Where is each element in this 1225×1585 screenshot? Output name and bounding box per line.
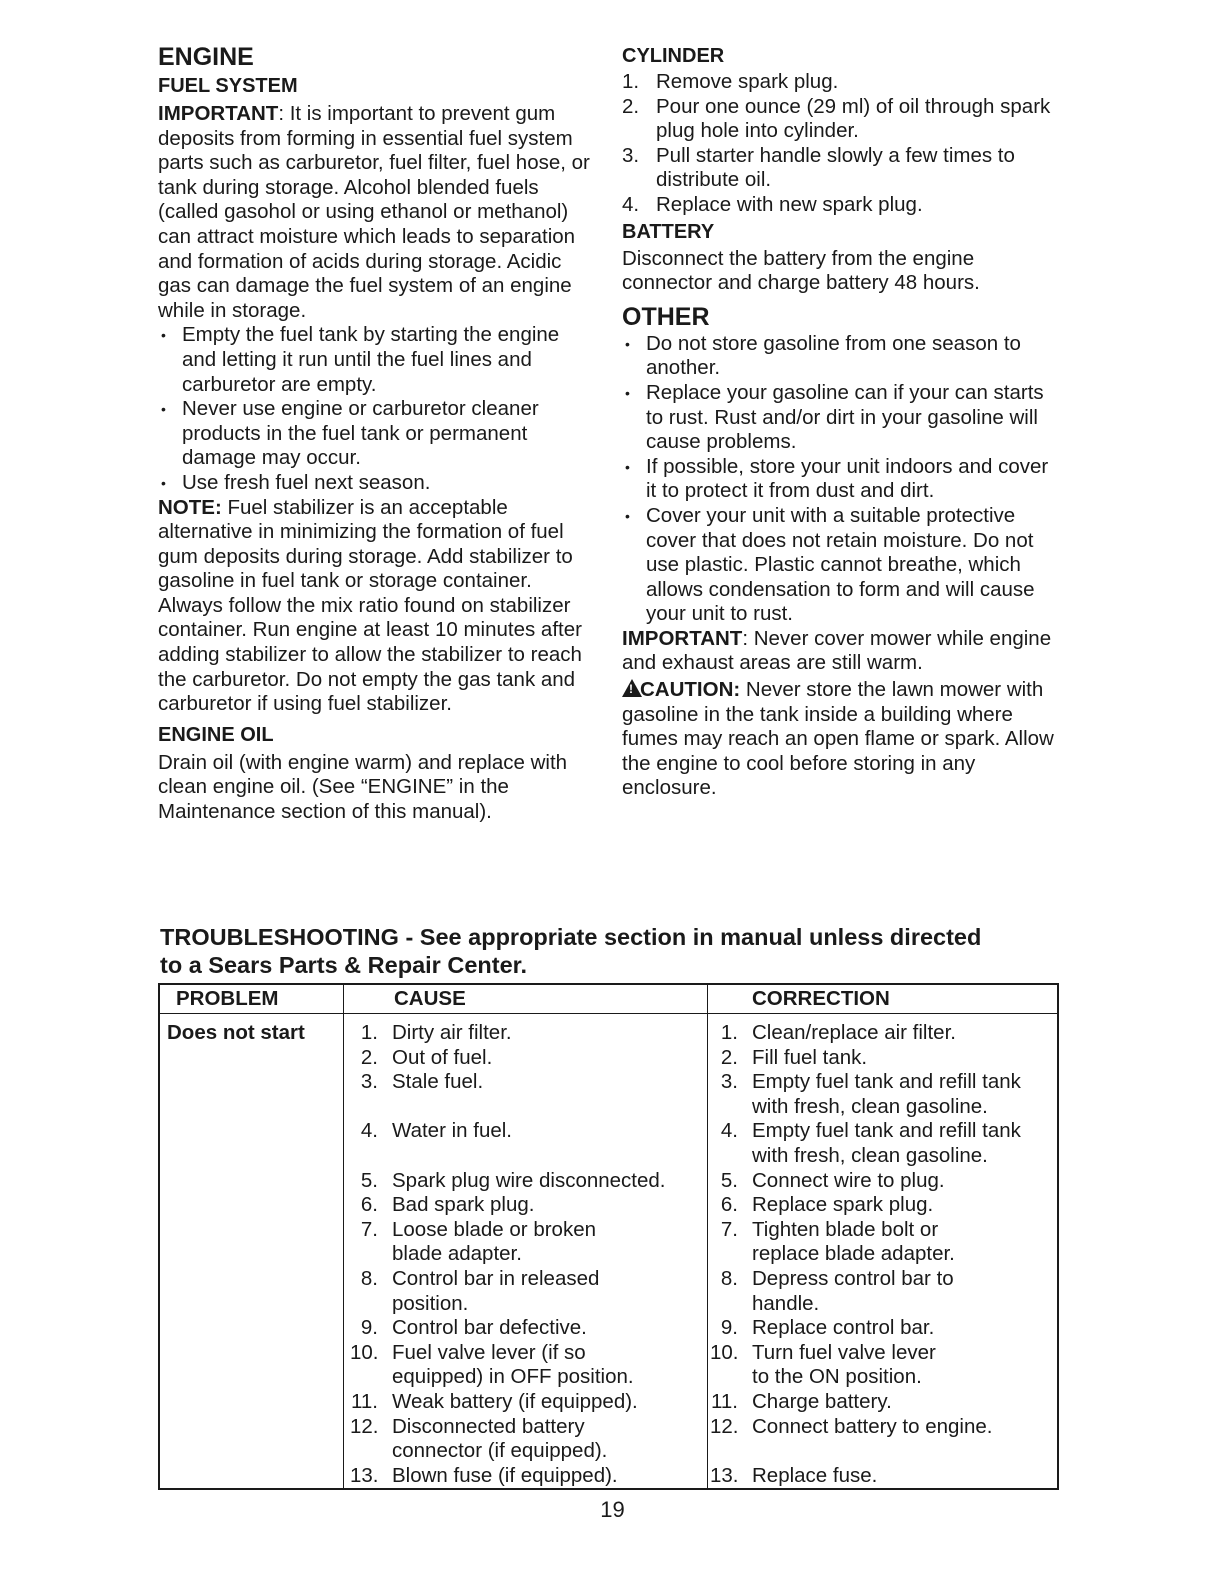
cause-text: blade adapter. bbox=[392, 1242, 522, 1266]
correction-text: handle. bbox=[752, 1291, 820, 1315]
engine-oil-heading: ENGINE OIL bbox=[158, 723, 274, 746]
cause-text: Water in fuel. bbox=[392, 1119, 513, 1143]
list-item: • Use fresh fuel next season. bbox=[158, 471, 598, 496]
list-item: • Never use engine or carburetor cleaner products in the fuel tank or permanent damage may occur. bbox=[158, 397, 598, 471]
correction-text: Fill fuel tank. bbox=[752, 1045, 868, 1069]
cause-header: CAUSE bbox=[394, 987, 466, 1010]
cause-number: 9. bbox=[360, 1316, 378, 1340]
correction-text: Depress control bar to bbox=[752, 1267, 954, 1290]
list-item: 4. Replace with new spark plug. bbox=[622, 192, 923, 216]
cause-number: 2. bbox=[360, 1045, 378, 1069]
note-text: Fuel stabilizer is an acceptable alternative in minimizing the formation of fuel gum deposits during storage. Add stabilizer to gasoline in fuel tank or storage container. Always follow the mix ratio found on stabilizer container. Run engine at least 10 minutes after adding stabilizer to allow the stabilizer to reach the carburetor. Do not empty the gas tank and carburetor if using fuel stabilizer. bbox=[158, 495, 582, 716]
list-item: • Do not store gasoline from one season to another. bbox=[622, 332, 1062, 381]
list-item: • If possible, store your unit indoors and cover it to protect it from dust and dirt. bbox=[622, 455, 1062, 504]
cause-text: Spark plug wire disconnected. bbox=[392, 1168, 666, 1192]
caution-label: CAUTION: bbox=[640, 678, 741, 702]
troubleshooting-title-line2: to a Sears Parts & Repair Center. bbox=[160, 952, 528, 978]
correction-text: Replace control bar. bbox=[752, 1316, 935, 1340]
important-text: : Never cover mower while engine and exhaust areas are still warm. bbox=[622, 626, 1052, 675]
caution-text: Never store the lawn mower with gasoline in the tank inside a building where fumes may reach an open flame or spark. Allow the engine to cool before storing in any enclosure. bbox=[622, 678, 1054, 800]
problem-header: PROBLEM bbox=[176, 987, 279, 1010]
correction-number: 6. bbox=[720, 1193, 738, 1217]
cause-text: Weak battery (if equipped). bbox=[392, 1390, 638, 1413]
correction-text: Clean/replace air filter. bbox=[752, 1021, 956, 1044]
cause-number: 10. bbox=[350, 1340, 379, 1364]
correction-text: replace blade adapter. bbox=[752, 1242, 955, 1266]
correction-text: Connect wire to plug. bbox=[752, 1168, 945, 1192]
caution-paragraph bbox=[622, 678, 1062, 801]
cause-text: Loose blade or broken bbox=[392, 1217, 597, 1241]
correction-number: 11. bbox=[711, 1390, 738, 1413]
fuel-system-important bbox=[158, 102, 598, 323]
engine-heading: ENGINE bbox=[158, 43, 254, 71]
correction-number: 3. bbox=[720, 1070, 738, 1094]
list-item: 2. Pour one ounce (29 ml) of oil through spark plug hole into cylinder. bbox=[622, 94, 1051, 143]
list-item: • Cover your unit with a suitable protective cover that does not retain moisture. Do not use plastic. Plastic cannot breathe, which allows condensation to form and will cause your unit to rust. bbox=[622, 504, 1062, 627]
cause-text: Dirty air filter. bbox=[392, 1021, 512, 1044]
important-label: IMPORTANT bbox=[158, 102, 279, 125]
cause-text: Control bar in released bbox=[392, 1267, 600, 1290]
correction-number: 12. bbox=[710, 1414, 739, 1438]
cause-text: Control bar defective. bbox=[392, 1316, 587, 1340]
correction-text: to the ON position. bbox=[752, 1365, 922, 1389]
correction-text: Tighten blade bolt or bbox=[752, 1217, 939, 1241]
correction-number: 9. bbox=[720, 1316, 738, 1340]
cause-text: Disconnected battery bbox=[392, 1414, 585, 1438]
list-item: • Replace your gasoline can if your can starts to rust. Rust and/or dirt in your gasoline will cause problems. bbox=[622, 381, 1062, 455]
correction-number: 4. bbox=[720, 1119, 738, 1143]
list-item: 1. Remove spark plug. bbox=[622, 70, 839, 93]
cause-number: 11. bbox=[351, 1390, 378, 1413]
warning-triangle-icon bbox=[622, 679, 642, 697]
cause-number: 7. bbox=[360, 1217, 378, 1241]
correction-number: 5. bbox=[720, 1168, 738, 1192]
battery-text: Disconnect the battery from the engine connector and charge battery 48 hours. bbox=[622, 246, 980, 295]
correction-number: 10. bbox=[710, 1340, 739, 1364]
problem-cell: Does not start bbox=[167, 1021, 305, 1044]
correction-number: 7. bbox=[720, 1217, 738, 1241]
cylinder-heading: CYLINDER bbox=[622, 45, 725, 67]
list-item: 3. Pull starter handle slowly a few times to distribute oil. bbox=[622, 143, 1015, 192]
cause-text: position. bbox=[392, 1291, 469, 1315]
cause-number: 13. bbox=[350, 1463, 379, 1487]
cause-number: 5. bbox=[360, 1168, 378, 1192]
cause-text: Fuel valve lever (if so bbox=[392, 1340, 586, 1364]
fuel-system-bullets bbox=[158, 323, 598, 495]
header-divider bbox=[160, 1013, 1057, 1014]
correction-text: Empty fuel tank and refill tank bbox=[752, 1070, 1021, 1094]
battery-heading: BATTERY bbox=[622, 220, 715, 243]
column-divider bbox=[343, 985, 344, 1488]
cause-number: 3. bbox=[360, 1070, 378, 1094]
cause-text: Bad spark plug. bbox=[392, 1193, 535, 1217]
correction-text: Charge battery. bbox=[752, 1390, 892, 1413]
troubleshooting-title-line1: TROUBLESHOOTING - See appropriate section in manual unless directed bbox=[160, 924, 982, 950]
correction-text: Turn fuel valve lever bbox=[752, 1340, 936, 1364]
correction-text: Replace fuse. bbox=[752, 1463, 878, 1487]
important-text: : It is important to prevent gum deposits from forming in essential fuel system parts such as carburetor, fuel filter, fuel hose, or tank during storage. Alcohol blended fuels (called gasohol or using ethanol or methanol) can attract moisture which leads to separation and formation of acids during storage. Acidic gas can damage the fuel system of an engine while in storage. bbox=[158, 102, 590, 322]
correction-text: with fresh, clean gasoline. bbox=[752, 1143, 988, 1167]
cause-number: 6. bbox=[360, 1193, 378, 1217]
list-item: • Empty the fuel tank by starting the engine and letting it run until the fuel lines and carburetor are empty. bbox=[158, 323, 598, 397]
correction-text: Connect battery to engine. bbox=[752, 1414, 993, 1438]
cause-number: 4. bbox=[360, 1119, 378, 1143]
right-column bbox=[622, 42, 1062, 801]
cause-text: Stale fuel. bbox=[392, 1070, 484, 1094]
column-divider bbox=[707, 985, 708, 1488]
cause-number: 1. bbox=[360, 1021, 378, 1044]
cause-number: 8. bbox=[360, 1267, 378, 1290]
fuel-stabilizer-note bbox=[158, 496, 598, 717]
correction-number: 1. bbox=[720, 1021, 738, 1044]
left-column bbox=[158, 42, 598, 825]
troubleshooting-title bbox=[160, 923, 1065, 979]
fuel-system-heading: FUEL SYSTEM bbox=[158, 75, 298, 97]
cause-text: connector (if equipped). bbox=[392, 1439, 608, 1463]
important-label: IMPORTANT bbox=[622, 626, 743, 650]
correction-text: Empty fuel tank and refill tank bbox=[752, 1119, 1021, 1143]
note-label: NOTE: bbox=[158, 495, 222, 519]
other-bullets bbox=[622, 332, 1062, 627]
cause-text: Blown fuse (if equipped). bbox=[392, 1463, 618, 1487]
correction-text: Replace spark plug. bbox=[752, 1193, 934, 1217]
page-number: 19 bbox=[600, 1497, 625, 1522]
cause-number: 12. bbox=[350, 1414, 379, 1438]
troubleshooting-table bbox=[158, 983, 1059, 1490]
correction-header: CORRECTION bbox=[752, 987, 890, 1010]
engine-oil-text: Drain oil (with engine warm) and replace with clean engine oil. (See “ENGINE” in the Maintenance section of this manual). bbox=[158, 750, 568, 824]
other-heading: OTHER bbox=[622, 302, 710, 331]
other-important bbox=[622, 627, 1062, 676]
cause-text: Out of fuel. bbox=[392, 1045, 493, 1069]
correction-number: 8. bbox=[720, 1267, 738, 1290]
correction-text: with fresh, clean gasoline. bbox=[752, 1094, 988, 1118]
correction-number: 13. bbox=[710, 1463, 739, 1487]
cause-text: equipped) in OFF position. bbox=[392, 1365, 634, 1389]
correction-number: 2. bbox=[720, 1045, 738, 1069]
cylinder-steps bbox=[622, 70, 1062, 218]
